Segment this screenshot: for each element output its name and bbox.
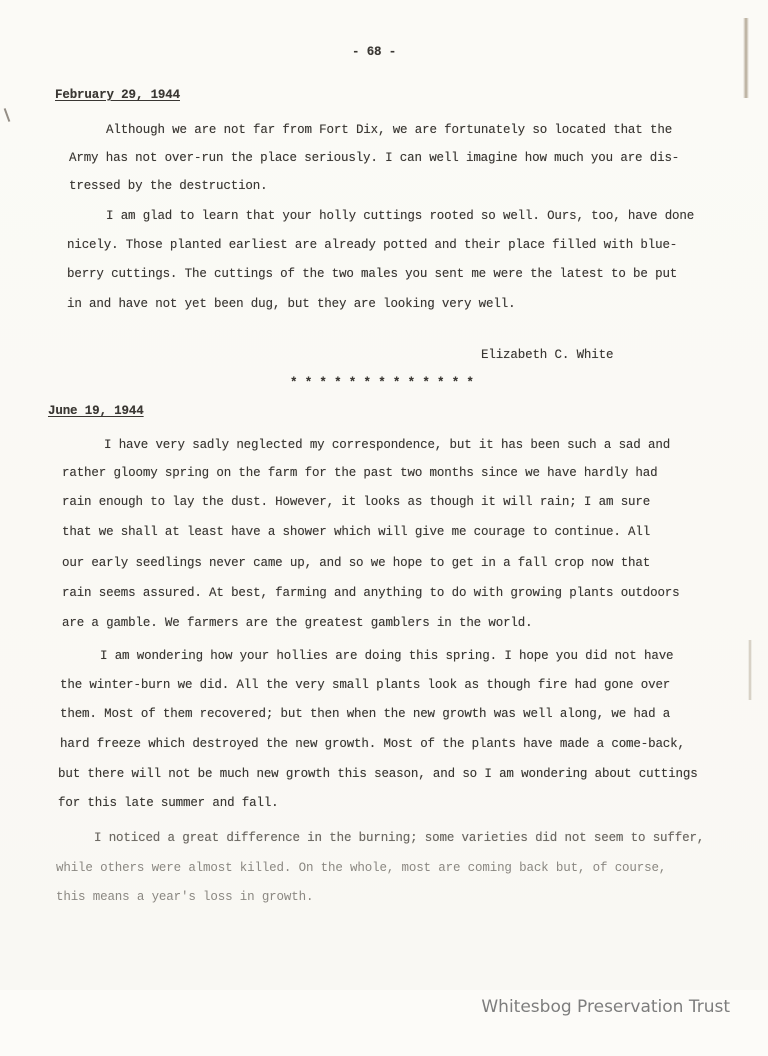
letter2-line: I have very sadly neglected my correspondence, but it has been such a sad and — [104, 438, 671, 452]
section-separator: * * * * * * * * * * * * * — [290, 376, 474, 390]
letter1-line: tressed by the destruction. — [69, 179, 268, 193]
letter2-line: rain seems assured. At best, farming and anything to do with growing plants outdoors — [62, 586, 680, 600]
letter1-signature: Elizabeth C. White — [481, 348, 614, 362]
letter2-line: rain enough to lay the dust. However, it looks as though it will rain; I am sure — [62, 495, 651, 509]
letter2-line: but there will not be much new growth this season, and so I am wondering about cuttings — [58, 767, 698, 781]
letter2-line: are a gamble. We farmers are the greatest gamblers in the world. — [62, 616, 533, 630]
letter2-line: I noticed a great difference in the burning; some varieties did not seem to suffer, — [94, 831, 705, 845]
letter2-line: hard freeze which destroyed the new growth. Most of the plants have made a come-back, — [60, 737, 685, 751]
letter1-date: February 29, 1944 — [55, 88, 180, 102]
letter2-line: while others were almost killed. On the whole, most are coming back but, of course, — [56, 861, 667, 875]
letter1-line: Army has not over-run the place seriously. I can well imagine how much you are dis- — [69, 151, 680, 165]
letter2-line: for this late summer and fall. — [58, 796, 279, 810]
page-number: - 68 - — [352, 45, 397, 59]
letter2-line: them. Most of them recovered; but then when the new growth was well along, we had a — [60, 707, 671, 721]
paper-edge-mark — [743, 18, 749, 98]
letter2-line: this means a year's loss in growth. — [56, 890, 314, 904]
letter2-line: I am wondering how your hollies are doing this spring. I hope you did not have — [100, 649, 674, 663]
letter1-line: Although we are not far from Fort Dix, we are fortunately so located that the — [106, 123, 673, 137]
letter2-line: that we shall at least have a shower which will give me courage to continue. All — [62, 525, 651, 539]
letter1-line: I am glad to learn that your holly cuttings rooted so well. Ours, too, have done — [106, 209, 695, 223]
letter1-line: in and have not yet been dug, but they are looking very well. — [67, 297, 516, 311]
letter2-line: rather gloomy spring on the farm for the past two months since we have hardly had — [62, 466, 658, 480]
letter1-line: nicely. Those planted earliest are already potted and their place filled with blue- — [67, 238, 678, 252]
margin-mark — [4, 108, 11, 122]
letter2-line: our early seedlings never came up, and so we hope to get in a fall crop now that — [62, 556, 651, 570]
paper-edge-mark — [748, 640, 752, 700]
letter2-date: June 19, 1944 — [48, 404, 144, 418]
watermark-text: Whitesbog Preservation Trust — [481, 997, 730, 1017]
letter2-line: the winter-burn we did. All the very small plants look as though fire had gone over — [60, 678, 671, 692]
letter1-line: berry cuttings. The cuttings of the two males you sent me were the latest to be put — [67, 267, 678, 281]
